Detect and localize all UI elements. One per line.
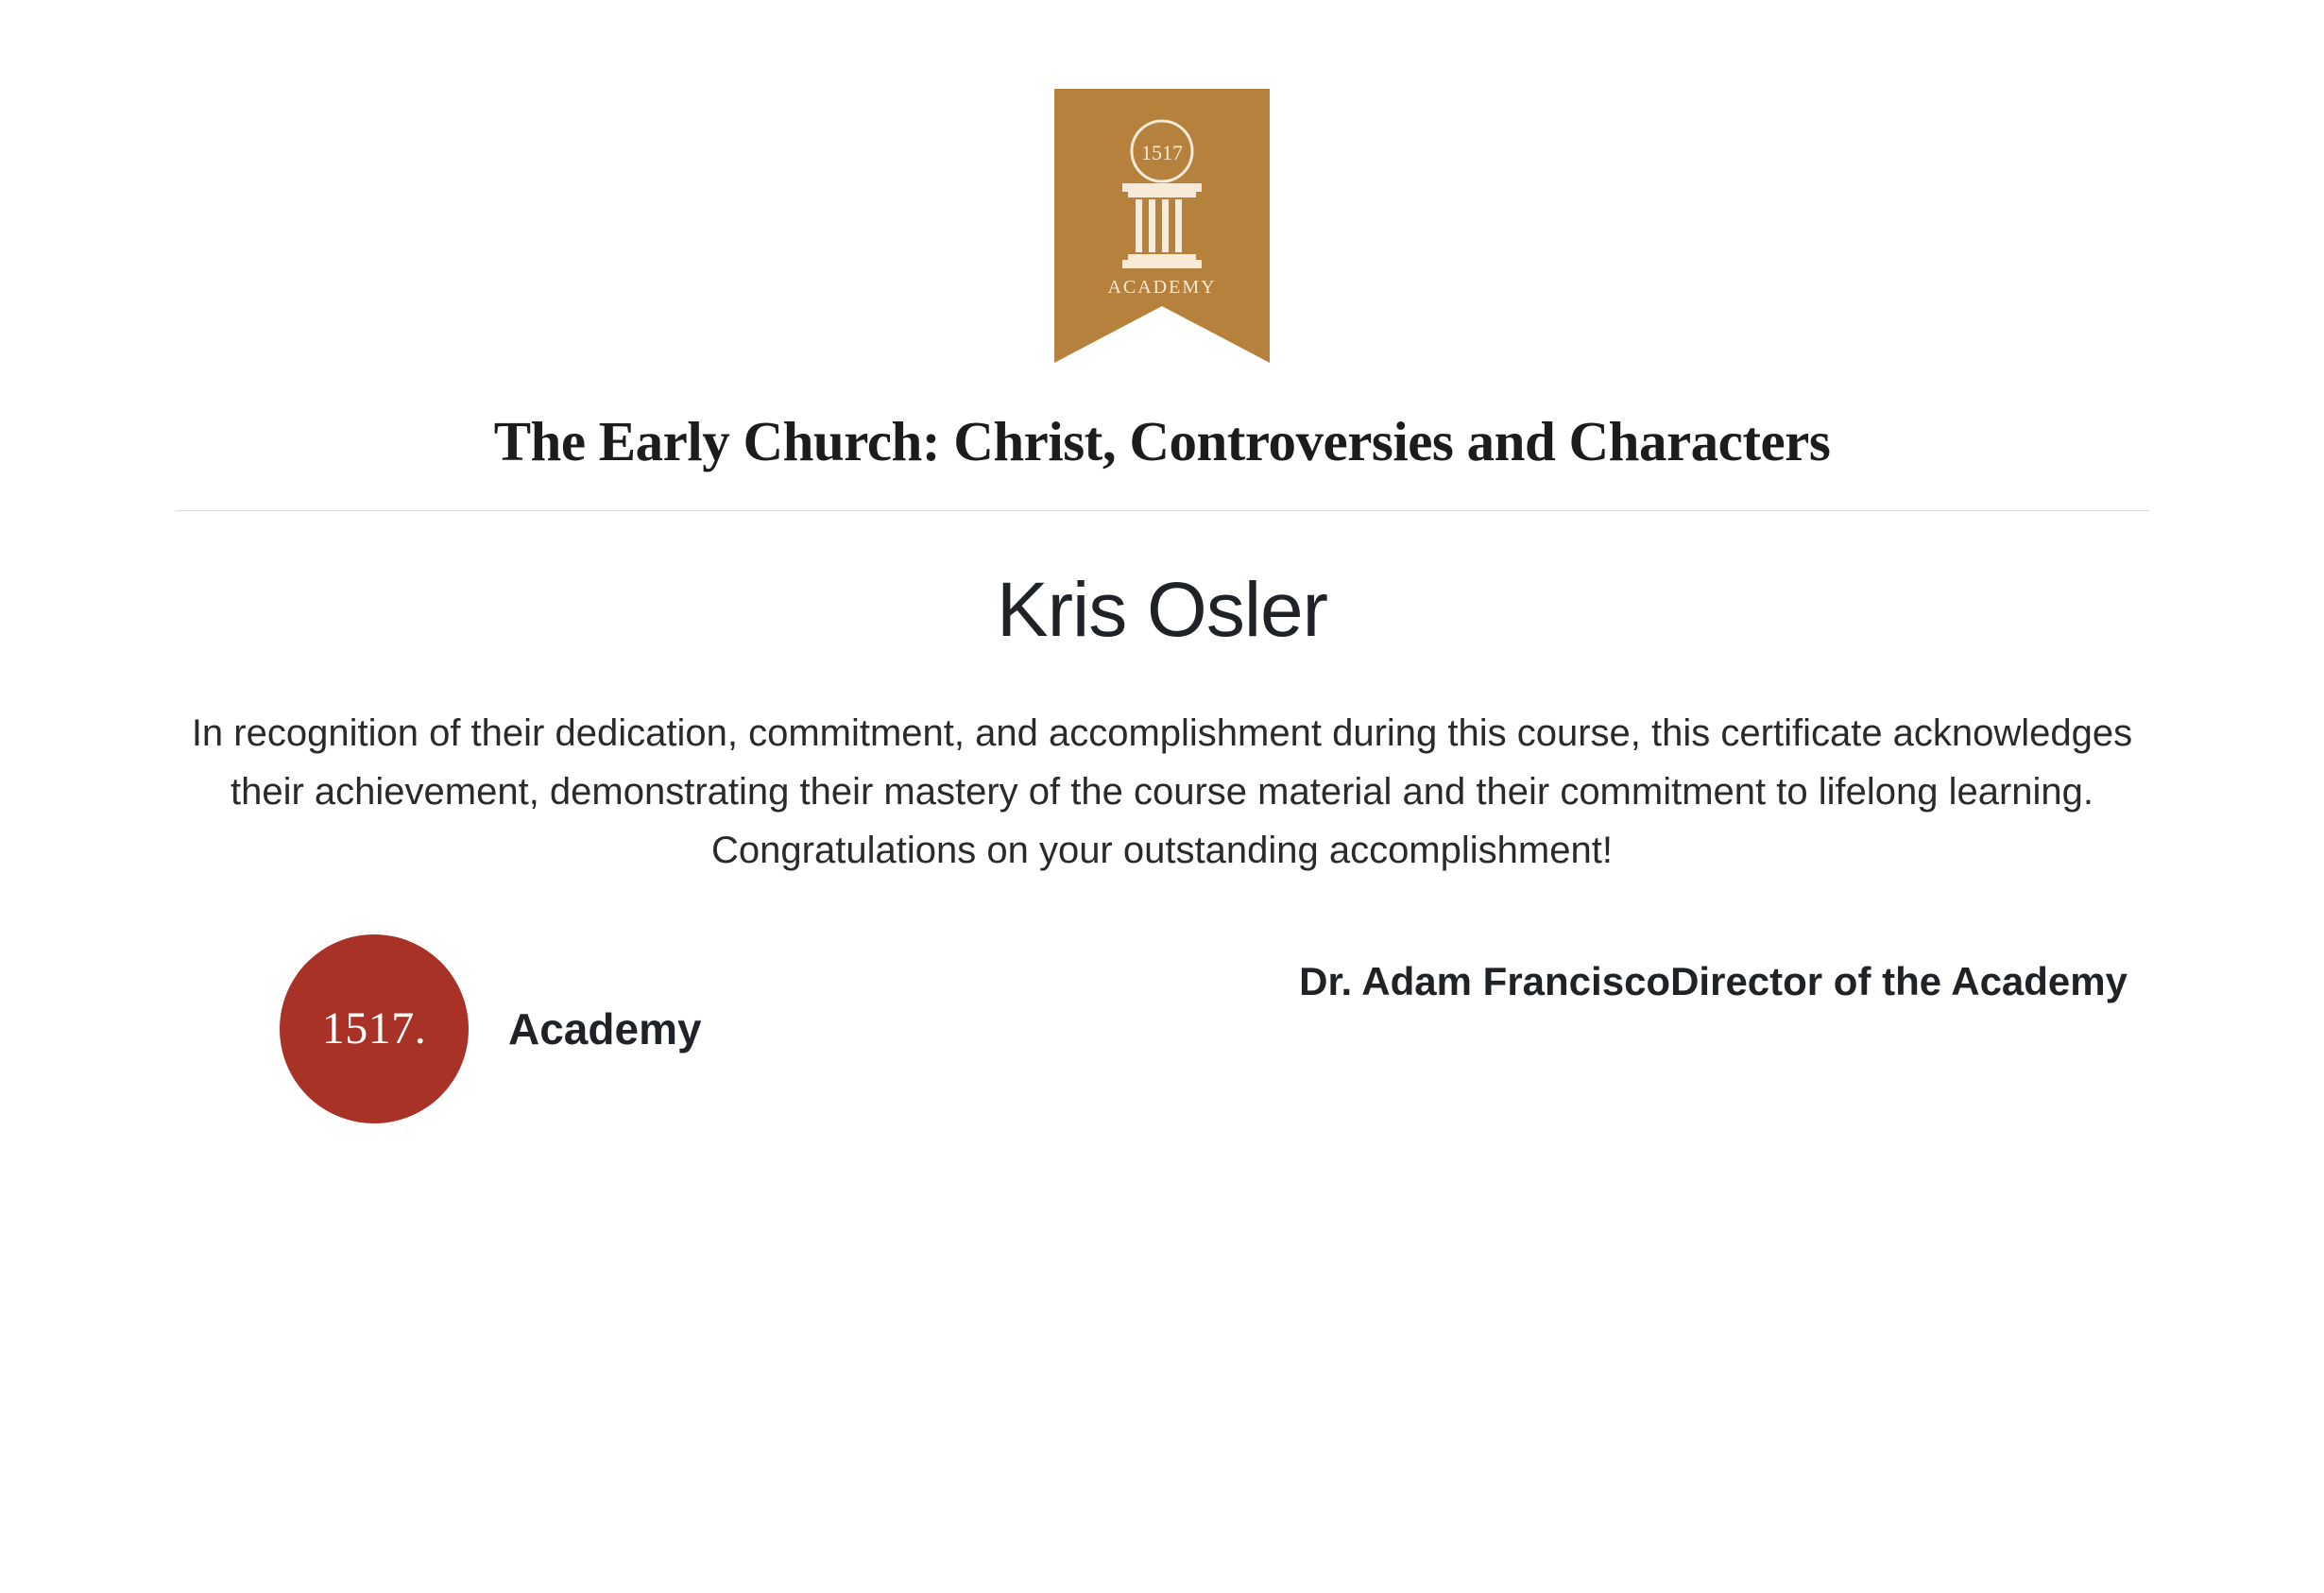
issuer-name: Academy bbox=[508, 1003, 702, 1053]
course-title: The Early Church: Christ, Controversies and Characters bbox=[493, 410, 1831, 472]
signatory-name: Dr. Adam Francisco bbox=[1299, 958, 1671, 1003]
ribbon-icon bbox=[1054, 89, 1270, 363]
signatory-title: Director of the Academy bbox=[1670, 958, 2127, 1003]
title-divider bbox=[175, 510, 2149, 511]
signatory-block bbox=[1299, 934, 2154, 1011]
certificate-body-text: In recognition of their dedication, commitment, and accomplishment during this course, this certificate acknowledges their achievement, demonstrating their mastery of the course material and their commitment to lifelong learning. Congratulations on your outstanding accomplishment! bbox=[191, 711, 2133, 871]
issuer-block bbox=[170, 934, 702, 1123]
academy-crest-logo bbox=[1054, 89, 1270, 363]
certificate-footer bbox=[170, 934, 2154, 1123]
recipient-name: Kris Osler bbox=[997, 566, 1327, 653]
issuer-seal-icon bbox=[280, 934, 469, 1123]
issuer-seal-text: 1517. bbox=[321, 1003, 427, 1054]
svg-text:ACADEMY: ACADEMY bbox=[1107, 277, 1217, 298]
svg-text:1517: 1517 bbox=[1141, 141, 1183, 164]
